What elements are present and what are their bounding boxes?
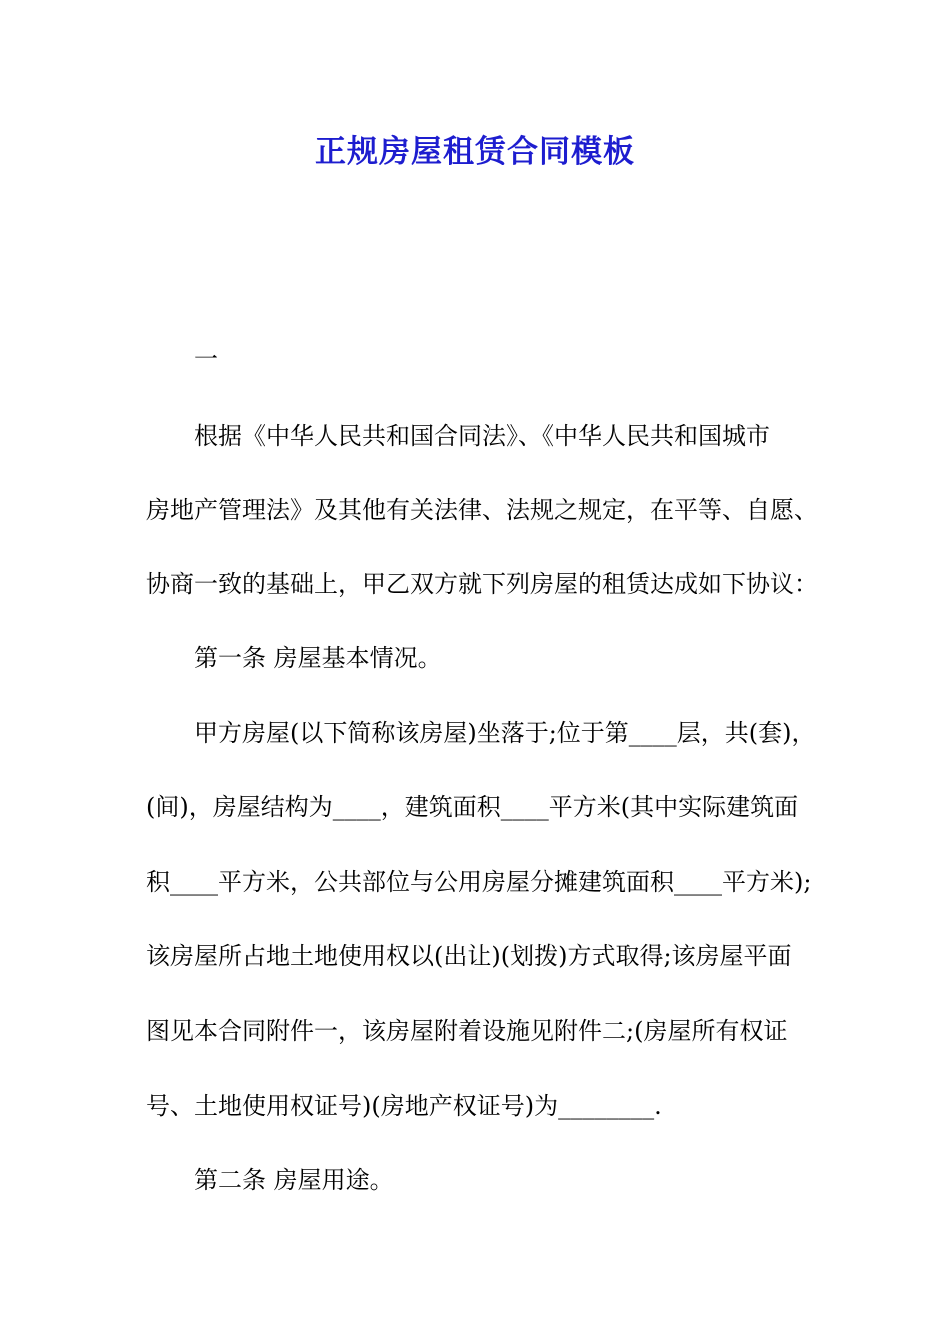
article-heading: 第二条 房屋用途。 — [194, 1166, 394, 1194]
paragraph-line: 甲方房屋(以下简称该房屋)坐落于;位于第____层，共(套)， — [194, 719, 816, 747]
paragraph-line: 根据《中华人民共和国合同法》、《中华人民共和国城市 — [194, 422, 770, 450]
section-marker: 一 — [194, 345, 218, 373]
paragraph-line: 号、土地使用权证号)(房地产权证号)为________. — [146, 1092, 662, 1120]
paragraph-line: 图见本合同附件一，该房屋附着设施见附件二;(房屋所有权证 — [146, 1017, 788, 1045]
document-title: 正规房屋租赁合同模板 — [315, 134, 635, 170]
paragraph-line: (间)，房屋结构为____，建筑面积____平方米(其中实际建筑面 — [146, 793, 799, 821]
paragraph-line: 协商一致的基础上，甲乙双方就下列房屋的租赁达成如下协议： — [146, 570, 818, 598]
paragraph-line: 房地产管理法》及其他有关法律、法规之规定，在平等、自愿、 — [146, 496, 818, 524]
paragraph-line: 积____平方米，公共部位与公用房屋分摊建筑面积____平方米); — [146, 868, 812, 896]
article-heading: 第一条 房屋基本情况。 — [194, 644, 442, 672]
paragraph-line: 该房屋所占地土地使用权以(出让)(划拨)方式取得;该房屋平面 — [146, 942, 792, 970]
